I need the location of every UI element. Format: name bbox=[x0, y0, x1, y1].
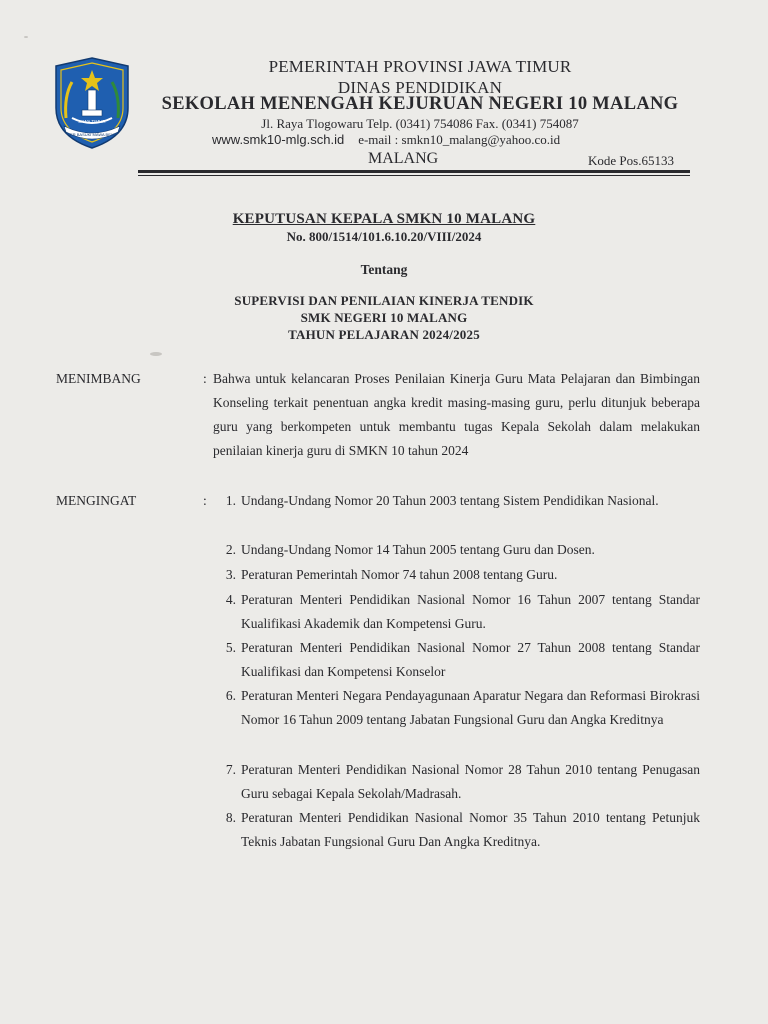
list-item-text: Undang-Undang Nomor 20 Tahun 2003 tentang Sistem Pendidikan Nasional. bbox=[241, 493, 659, 508]
school-address: Jl. Raya Tlogowaru Telp. (0341) 754086 Fax. (0341) 754087 bbox=[261, 116, 579, 131]
east-java-emblem-logo bbox=[52, 56, 132, 150]
list-item-number: 5. bbox=[225, 640, 236, 655]
list-item-number: 2. bbox=[225, 542, 236, 557]
list-item-text: Peraturan Menteri Pendidikan Nasional Nomor 35 Tahun 2010 tentang Petunjuk Teknis Jabatan Fungsional Guru Dan Angka Kreditnya. bbox=[241, 810, 700, 849]
decree-subject-line-1: SUPERVISI DAN PENILAIAN KINERJA TENDIK bbox=[234, 293, 534, 308]
mengingat-label: MENGINGAT bbox=[56, 493, 137, 508]
scan-speck bbox=[24, 36, 28, 38]
logo-top-text: JAWA TIMUR bbox=[78, 119, 106, 124]
decree-number: No. 800/1514/101.6.10.20/VIII/2024 bbox=[286, 229, 482, 244]
decree-subject-line-2: SMK NEGERI 10 MALANG bbox=[300, 310, 468, 325]
list-item-number: 8. bbox=[225, 810, 236, 825]
list-item-text: Peraturan Menteri Pendidikan Nasional Nomor 16 Tahun 2007 tentang Standar Kualifikasi Akademik dan Kompetensi Guru. bbox=[241, 592, 700, 631]
menimbang-colon: : bbox=[203, 371, 207, 386]
list-item-number: 1. bbox=[225, 493, 236, 508]
decree-title: KEPUTUSAN KEPALA SMKN 10 MALANG bbox=[232, 211, 536, 227]
decree-tentang: Tentang bbox=[360, 262, 408, 277]
menimbang-label: MENIMBANG bbox=[56, 371, 141, 386]
list-item-text: Undang-Undang Nomor 14 Tahun 2005 tentang Guru dan Dosen. bbox=[241, 542, 595, 557]
list-item-number: 3. bbox=[225, 567, 236, 582]
list-item-number: 6. bbox=[225, 688, 236, 703]
contact-line bbox=[212, 132, 574, 148]
school-name: SEKOLAH MENENGAH KEJURUAN NEGERI 10 MALANG bbox=[161, 94, 679, 114]
letterhead-line-2: DINAS PENDIDIKAN bbox=[337, 78, 503, 97]
city-name: MALANG bbox=[368, 150, 439, 167]
list-item-text: Peraturan Menteri Pendidikan Nasional Nomor 28 Tahun 2010 tentang Penugasan Guru sebagai Kepala Sekolah/Madrasah. bbox=[241, 762, 700, 801]
mengingat-colon: : bbox=[203, 493, 207, 508]
letterhead-rule-thick bbox=[138, 170, 690, 173]
list-item-number: 7. bbox=[225, 762, 236, 777]
school-website: www.smk10-mlg.sch.id bbox=[212, 132, 345, 147]
list-item-text: Peraturan Pemerintah Nomor 74 tahun 2008 tentang Guru. bbox=[241, 567, 558, 582]
menimbang-text: Bahwa untuk kelancaran Proses Penilaian Kinerja Guru Mata Pelajaran dan Bimbingan Konseling terkait penentuan angka kredit masing-masing guru, perlu ditunjuk beberapa guru yang berkompeten untuk membantu tugas Kepala Sekolah dalam melakukan penilaian kinerja guru di SMKN 10 tahun 2024 bbox=[213, 371, 700, 458]
letterhead-line-1: PEMERINTAH PROVINSI JAWA TIMUR bbox=[268, 57, 572, 76]
list-item-number: 4. bbox=[225, 592, 236, 607]
letterhead-rule-thin bbox=[138, 175, 690, 176]
scan-speck bbox=[150, 352, 162, 356]
postal-code: Kode Pos.65133 bbox=[588, 153, 674, 168]
list-item-text: Peraturan Menteri Pendidikan Nasional Nomor 27 Tahun 2008 tentang Standar Kualifikasi dan Kompetensi Konselor bbox=[241, 640, 700, 679]
decree-subject-line-3: TAHUN PELAJARAN 2024/2025 bbox=[288, 327, 480, 342]
list-item-text: Peraturan Menteri Negara Pendayagunaan Aparatur Negara dan Reformasi Birokrasi Nomor 16 Tahun 2009 tentang Jabatan Fungsional Guru dan Angka Kreditnya bbox=[241, 688, 700, 727]
school-email: e-mail : smkn10_malang@yahoo.co.id bbox=[358, 132, 561, 147]
logo-ring-text: JER BASUKI MAWA BEYA bbox=[68, 132, 116, 137]
